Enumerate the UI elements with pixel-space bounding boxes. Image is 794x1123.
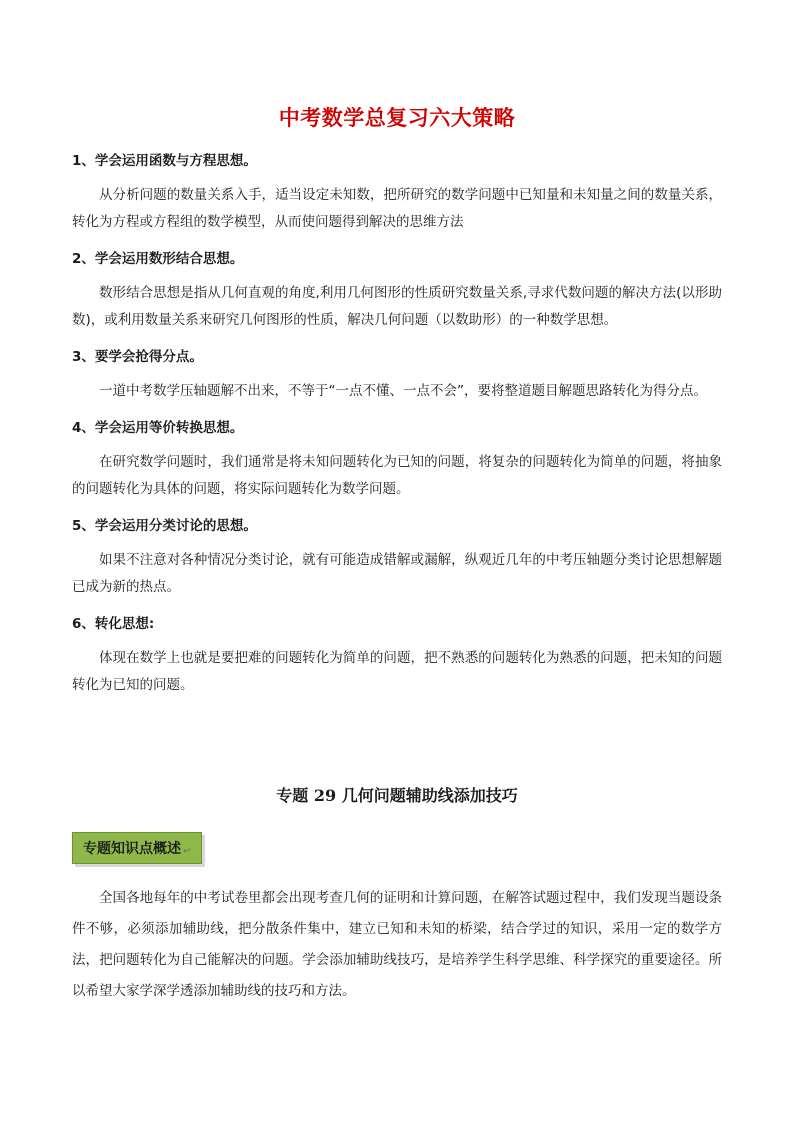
tag-label: 专题知识点概述 bbox=[83, 841, 181, 857]
page-title: 中考数学总复习六大策略 bbox=[278, 106, 516, 130]
topic-overview-tag bbox=[72, 832, 202, 864]
strategy-section-6 bbox=[72, 613, 722, 699]
strategy-section-3 bbox=[72, 346, 722, 405]
topic-title: 专题 29 几何问题辅助线添加技巧 bbox=[276, 786, 518, 805]
strategy-section-4 bbox=[72, 417, 722, 503]
strategy-list bbox=[72, 150, 722, 711]
topic-intro: 全国各地每年的中考试卷里都会出现考查几何的证明和计算问题，在解答试题过程中，我们发现当题设条件不够，必须添加辅助线，把分散条件集中，建立已知和未知的桥梁，结合学过的知识，采用一定的数学方法，把问题转化为自己能解决的问题。学会添加辅助线技巧，是培养学生科学思维、科学探究的重要途径。所以希望大家学深学透添加辅助线的技巧和方法。 bbox=[72, 890, 722, 999]
section-heading: 2、学会运用数形结合思想。 bbox=[72, 251, 244, 267]
section-heading: 3、要学会抢得分点。 bbox=[72, 349, 203, 365]
section-heading: 4、学会运用等价转换思想。 bbox=[72, 420, 244, 436]
section-body: 在研究数学问题时，我们通常是将未知问题转化为已知的问题，将复杂的问题转化为简单的问题，将抽象的问题转化为具体的问题，将实际问题转化为数学问题。 bbox=[72, 454, 722, 497]
section-body: 一道中考数学压轴题解不出来，不等于“一点不懂、一点不会”，要将整道题目解题思路转化为得分点。 bbox=[99, 383, 707, 399]
section-body: 数形结合思想是指从几何直观的角度,利用几何图形的性质研究数量关系,寻求代数问题的解决方法(以形助数)，或利用数量关系来研究几何图形的性质，解决几何问题（以数助形）的一种数学思想。 bbox=[72, 285, 722, 328]
section-heading: 1、学会运用函数与方程思想。 bbox=[72, 153, 257, 169]
strategy-section-1 bbox=[72, 150, 722, 236]
section-body: 从分析问题的数量关系入手，适当设定未知数，把所研究的数学问题中已知量和未知量之间的数量关系，转化为方程或方程组的数学模型，从而使问题得到解决的思维方法 bbox=[72, 187, 722, 230]
paragraph-mark-icon: ↵ bbox=[183, 845, 192, 857]
section-body: 体现在数学上也就是要把难的问题转化为简单的问题，把不熟悉的问题转化为熟悉的问题，把未知的问题转化为已知的问题。 bbox=[72, 650, 722, 693]
section-body: 如果不注意对各种情况分类讨论，就有可能造成错解或漏解，纵观近几年的中考压轴题分类讨论思想解题已成为新的热点。 bbox=[72, 552, 722, 595]
section-heading: 6、转化思想: bbox=[72, 616, 155, 632]
strategy-section-5 bbox=[72, 515, 722, 601]
strategy-section-2 bbox=[72, 248, 722, 334]
section-heading: 5、学会运用分类讨论的思想。 bbox=[72, 518, 257, 534]
